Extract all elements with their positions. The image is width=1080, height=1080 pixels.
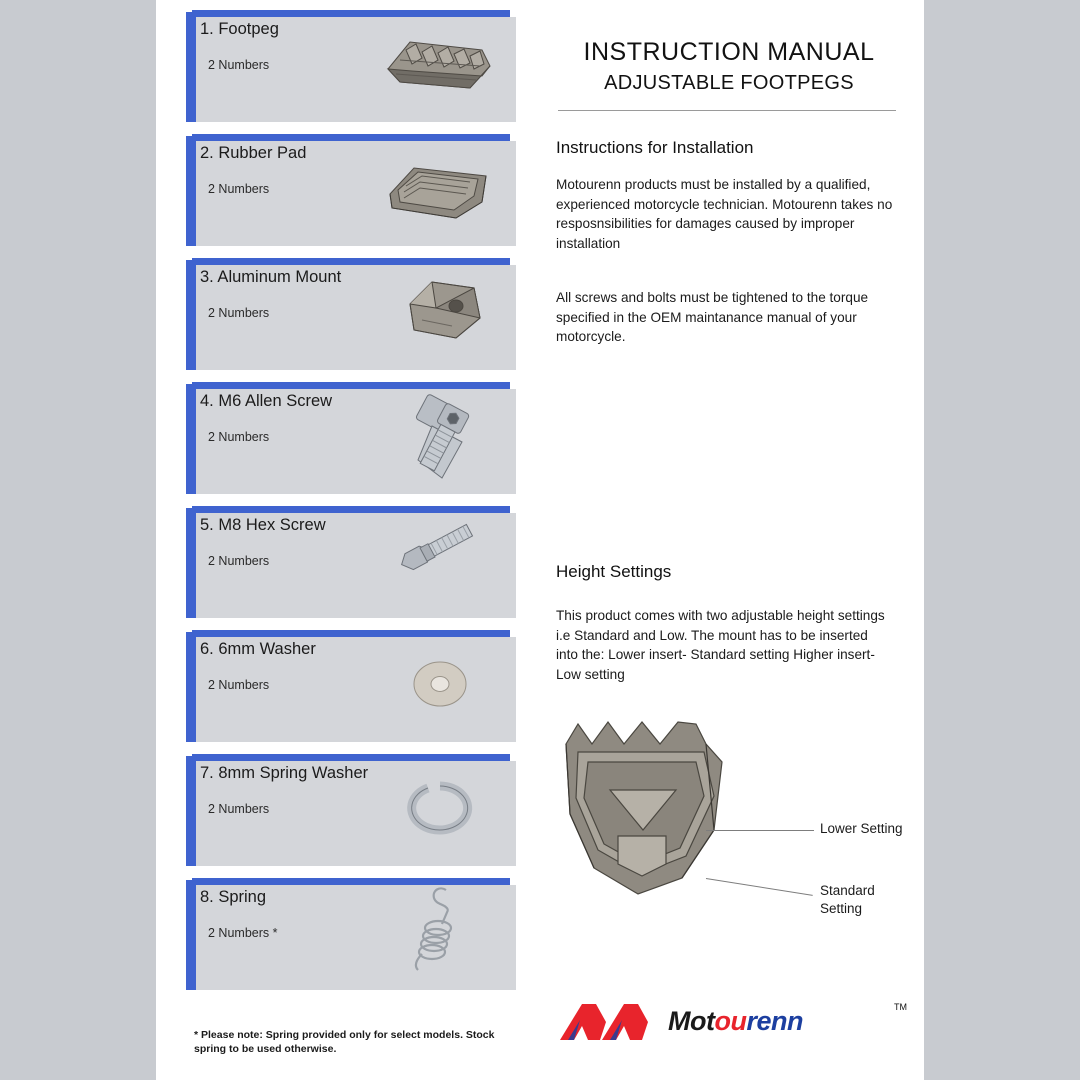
spring-icon: [370, 882, 510, 980]
part-card-rubber-pad: [186, 134, 516, 246]
callout-standard-setting: Standard Setting: [820, 883, 875, 916]
spring-washer-icon: [370, 758, 510, 856]
card-accent-left: [186, 260, 196, 370]
part-card-footpeg: [186, 10, 516, 122]
card-accent-left: [186, 880, 196, 990]
brand-name: Motourenn: [668, 1006, 803, 1036]
part-card-6mm-washer: [186, 630, 516, 742]
part-title: 3. Aluminum Mount: [200, 268, 342, 286]
height-settings-paragraph: This product comes with two adjustable height settings i.e Standard and Low. The mount has to be inserted into the: Lower insert- Standard setting Higher insert- Low setting: [556, 608, 885, 682]
document-page: [156, 0, 924, 1080]
part-title: 5. M8 Hex Screw: [200, 516, 326, 534]
card-accent-left: [186, 508, 196, 618]
brand-logo: [556, 1000, 906, 1056]
install-heading: Instructions for Installation: [556, 138, 754, 157]
callout-lower-setting: Lower Setting: [820, 821, 903, 836]
part-quantity: 2 Numbers: [208, 430, 270, 444]
leader-line-lower: [706, 830, 814, 831]
part-card-spring: [186, 878, 516, 990]
footpeg-icon: [370, 14, 510, 112]
part-card-m6-allen-screw: [186, 382, 516, 494]
title-divider: [558, 110, 896, 111]
part-title: 8. Spring: [200, 888, 267, 906]
part-title: 6. 6mm Washer: [200, 640, 316, 658]
part-quantity: 2 Numbers: [208, 182, 270, 196]
part-card-aluminum-mount: [186, 258, 516, 370]
allen-screw-icon: [370, 386, 510, 484]
card-accent-left: [186, 12, 196, 122]
part-quantity: 2 Numbers: [208, 802, 270, 816]
card-accent-left: [186, 756, 196, 866]
card-accent-left: [186, 632, 196, 742]
parts-list: [186, 10, 516, 1002]
part-quantity: 2 Numbers: [208, 678, 270, 692]
motourenn-mark-icon: [556, 1000, 666, 1044]
rubber-pad-icon: [370, 138, 510, 236]
washer-icon: [370, 634, 510, 732]
part-title: 4. M6 Allen Screw: [200, 392, 333, 410]
card-accent-left: [186, 384, 196, 494]
manual-column: [554, 0, 907, 1080]
part-quantity: 2 Numbers: [208, 306, 270, 320]
part-title: 7. 8mm Spring Washer: [200, 764, 369, 782]
part-card-8mm-spring-washer: [186, 754, 516, 866]
height-settings-heading: Height Settings: [556, 562, 672, 581]
manual-subtitle: ADJUSTABLE FOOTPEGS: [604, 72, 854, 94]
part-card-m8-hex-screw: [186, 506, 516, 618]
part-title: 1. Footpeg: [200, 20, 279, 38]
aluminum-mount-icon: [370, 262, 510, 360]
part-quantity: 2 Numbers: [208, 554, 270, 568]
hex-screw-icon: [370, 510, 510, 608]
trademark-symbol: TM: [894, 1002, 907, 1012]
part-quantity: 2 Numbers: [208, 58, 270, 72]
part-quantity: 2 Numbers *: [208, 926, 278, 940]
part-title: 2. Rubber Pad: [200, 144, 307, 162]
install-paragraph-2: All screws and bolts must be tightened to the torque specified in the OEM maintanance manual of your motorcycle.: [556, 290, 869, 344]
card-accent-left: [186, 136, 196, 246]
install-paragraph-1: Motourenn products must be installed by a qualified, experienced motorcycle technician. Motourenn takes no resposnsibilities for damages caused by improper installation: [556, 177, 893, 251]
manual-title: INSTRUCTION MANUAL: [583, 38, 875, 66]
spring-footnote: * Please note: Spring provided only for select models. Stock spring to be used otherwise.: [194, 1029, 495, 1055]
